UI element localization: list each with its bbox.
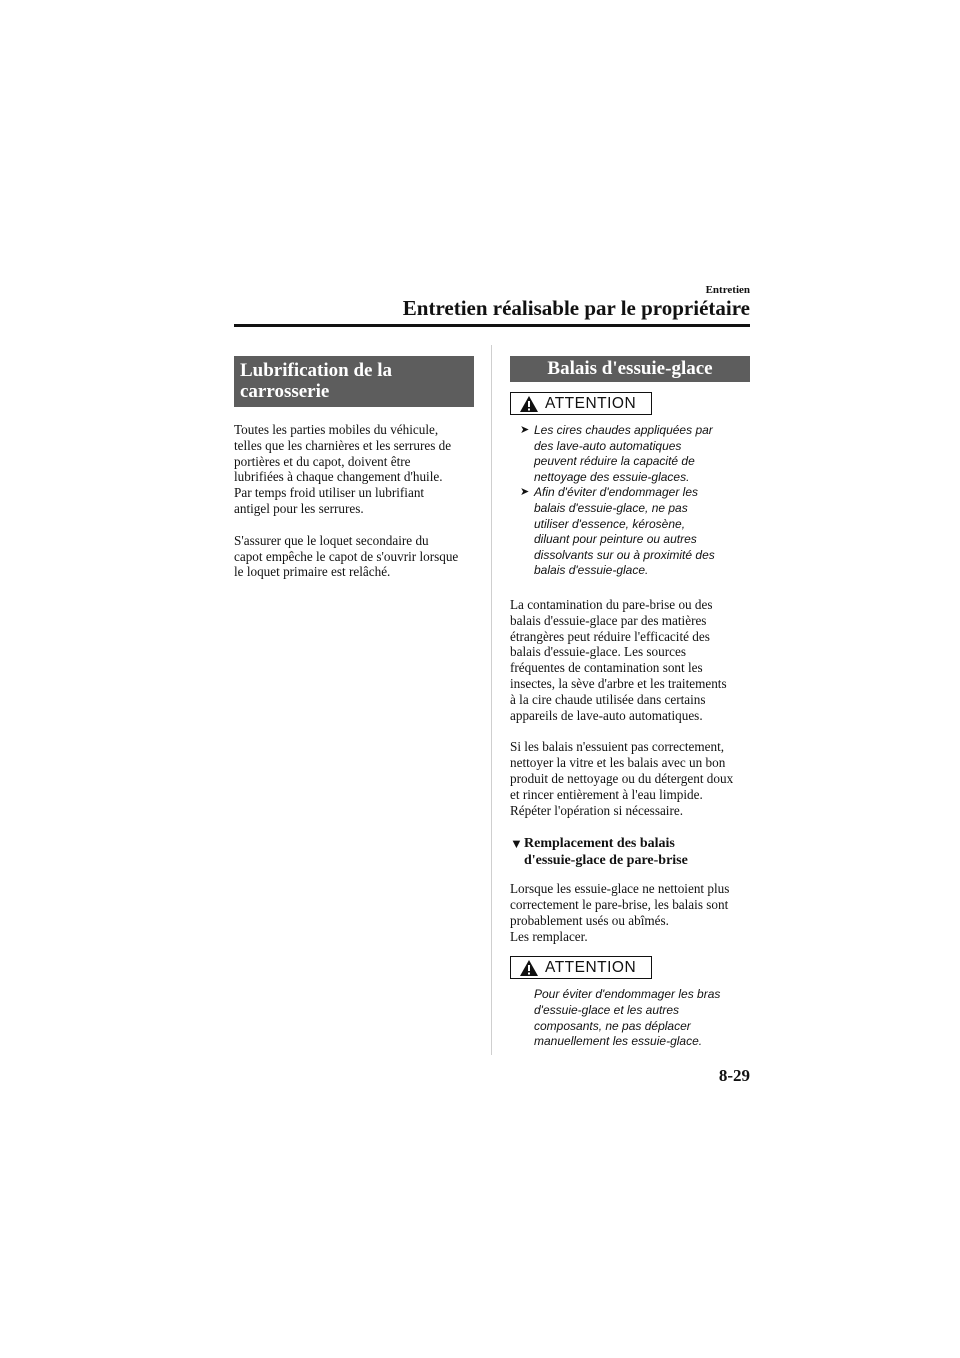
arrowhead-bullet-icon: ➤	[520, 424, 530, 436]
attention-item	[510, 423, 750, 485]
right-column	[510, 356, 750, 1050]
wiper-paragraph-1: La contamination du pare-brise ou des balais d'essuie-glace par des matières étrangères peut réduire l'efficacité des balais d'essuie-glace. Les sources fréquentes de contamination sont les insectes, la sève d'arbre et les traitements à la cire chaude utilisée dans certains appareils de lave-auto automatiques.	[510, 596, 727, 723]
attention-item-text: Les cires chaudes appliquées par des lave-auto automatiques peuvent réduire la capacité de nettoyage des essuie-glaces.	[534, 423, 713, 484]
wiper-blades-heading: Balais d'essuie-glace	[510, 356, 750, 382]
attention-text-2: Pour éviter d'endommager les bras d'essuie-glace et les autres composants, ne pas déplacer manuellement les essuie-glace.	[534, 987, 721, 1049]
wiper-paragraph-2: Si les balais n'essuient pas correctement, nettoyer la vitre et les balais avec un bon produit de nettoyage ou du détergent doux et rincer entièrement à l'eau limpide. Répéter l'opération si nécessaire.	[510, 739, 734, 818]
section-label: Entretien	[705, 284, 750, 296]
page-number: 8-29	[718, 1066, 750, 1085]
attention-item-text: Afin d'éviter d'endommager les balais d'essuie-glace, ne pas utiliser d'essence, kérosène, diluant pour peinture ou autres dissolvants sur ou à proximité des balais d'essuie-glace.	[534, 485, 715, 578]
subheading-text: Remplacement des balais d'essuie-glace de pare-brise	[524, 836, 688, 868]
lubrication-heading-text: Lubrification de la carrosserie	[240, 360, 393, 402]
attention-list-1	[510, 423, 750, 579]
wiper-replacement-subheading	[510, 836, 750, 869]
down-triangle-icon: ▼	[510, 836, 523, 852]
lubrication-heading	[234, 356, 474, 407]
arrowhead-bullet-icon: ➤	[520, 486, 530, 499]
wiper-paragraph-3: Lorsque les essuie-glace ne nettoient plus correctement le pare-brise, les balais sont probablement usés ou abîmés. Les remplacer.	[510, 881, 730, 944]
column-divider	[491, 345, 492, 1055]
lubrication-paragraph-1: Toutes les parties mobiles du véhicule, telles que les charnières et les serrures de portières et du capot, doivent être lubrifiées à chaque changement d'huile. Par temps froid utiliser un lubrifiant antigel pour les serrures.	[234, 422, 452, 516]
attention-box-1	[510, 392, 652, 415]
warning-triangle-icon	[519, 395, 539, 413]
lubrication-paragraph-2: S'assurer que le loquet secondaire du capot empêche le capot de s'ouvrir lorsque le loquet primaire est relâché.	[234, 532, 459, 580]
header-rule	[234, 324, 750, 327]
attention-item	[510, 485, 750, 579]
attention-box-2	[510, 956, 652, 979]
attention-label: ATTENTION	[545, 958, 637, 976]
warning-triangle-icon	[519, 959, 539, 977]
attention-label: ATTENTION	[545, 394, 637, 412]
page-title: Entretien réalisable par le propriétaire	[402, 296, 750, 320]
left-column	[234, 356, 474, 580]
